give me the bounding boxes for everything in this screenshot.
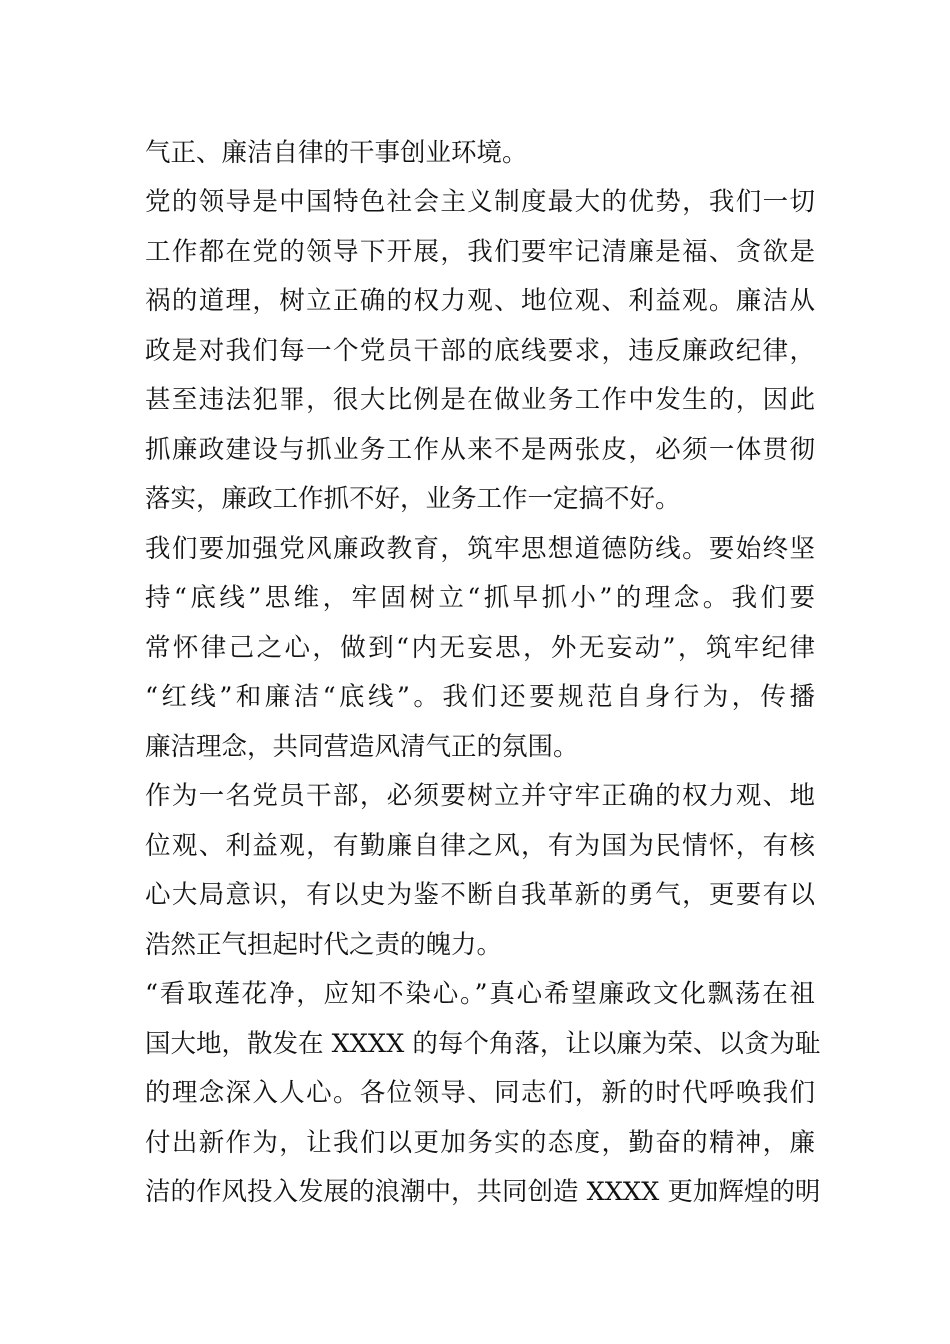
text-line: 持“底线”思维，牢固树立“抓早抓小”的理念。我们要 [145, 583, 815, 613]
text-line: 作为一名党员干部，必须要树立并守牢正确的权力观、地 [145, 781, 815, 811]
text-line: 付出新作为，让我们以更加务实的态度，勤奋的精神，廉 [145, 1128, 815, 1158]
text-line: 抓廉政建设与抓业务工作从来不是两张皮，必须一体贯彻 [145, 435, 815, 465]
text-line: 位观、利益观，有勤廉自律之风，有为国为民情怀，有核 [145, 831, 815, 861]
text-line: 国大地，散发在 XXXX 的每个角落，让以廉为荣、以贪为耻 [145, 1029, 821, 1059]
text-line: 落实，廉政工作抓不好，业务工作一定搞不好。 [145, 484, 681, 514]
text-line: 气正、廉洁自律的干事创业环境。 [145, 138, 528, 168]
text-line: 洁的作风投入发展的浪潮中，共同创造 XXXX 更加辉煌的明 [145, 1177, 821, 1207]
text-line: 我们要加强党风廉政教育，筑牢思想道德防线。要始终坚 [145, 534, 815, 564]
text-line: 浩然正气担起时代之责的魄力。 [145, 930, 503, 960]
text-line: 的理念深入人心。各位领导、同志们，新的时代呼唤我们 [145, 1078, 815, 1108]
text-line: 心大局意识，有以史为鉴不断自我革新的勇气，更要有以 [145, 880, 815, 910]
text-line: 祸的道理，树立正确的权力观、地位观、利益观。廉洁从 [145, 286, 815, 316]
text-line: 政是对我们每一个党员干部的底线要求，违反廉政纪律， [145, 336, 815, 366]
text-line: 甚至违法犯罪，很大比例是在做业务工作中发生的，因此 [145, 385, 815, 415]
text-line: 工作都在党的领导下开展，我们要牢记清廉是福、贪欲是 [145, 237, 815, 267]
text-line: “红线”和廉洁“底线”。我们还要规范自身行为，传播 [145, 682, 815, 712]
text-line: 常怀律己之心，做到“内无妄思，外无妄动”，筑牢纪律 [145, 633, 815, 663]
text-line: “看取莲花净，应知不染心。”真心希望廉政文化飘荡在祖 [145, 979, 815, 1009]
text-line: 党的领导是中国特色社会主义制度最大的优势，我们一切 [145, 187, 815, 217]
text-line: 廉洁理念，共同营造风清气正的氛围。 [145, 732, 579, 762]
